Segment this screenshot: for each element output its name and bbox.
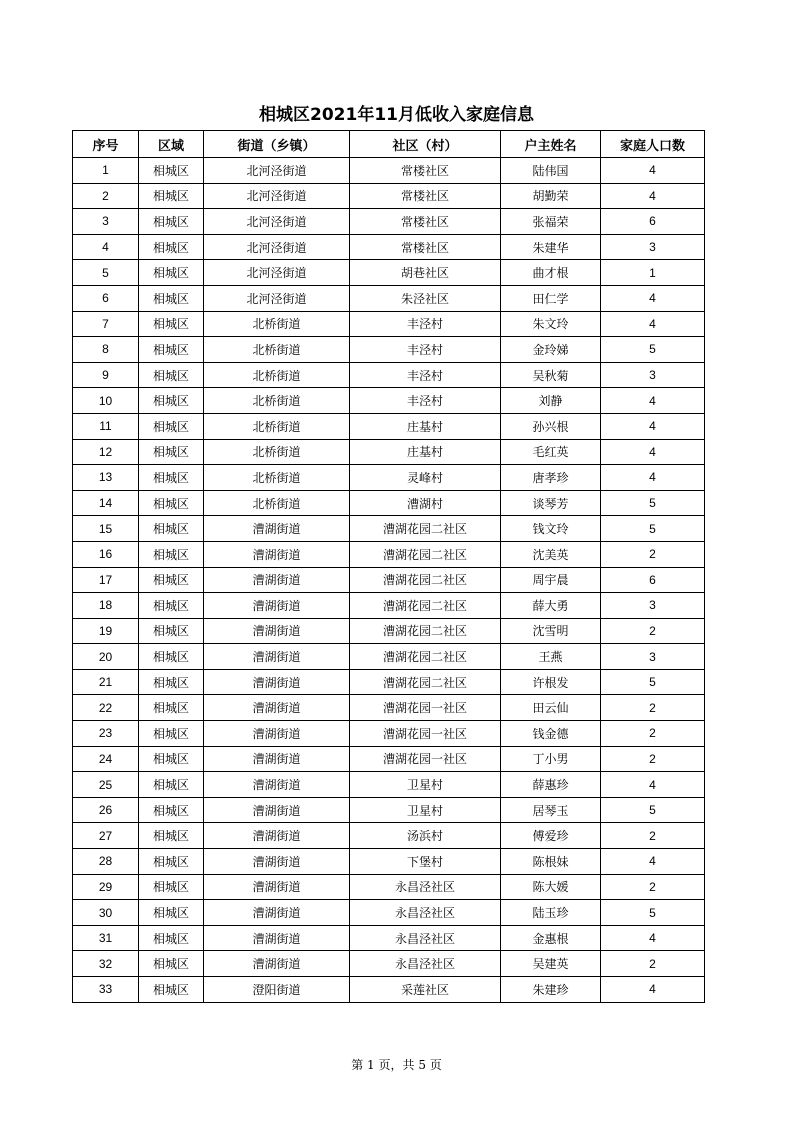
community-cell: 漕湖花园二社区 bbox=[350, 593, 501, 619]
householder-name-cell: 陆玉珍 bbox=[501, 900, 601, 926]
community-cell: 下堡村 bbox=[350, 849, 501, 875]
community-cell: 常楼社区 bbox=[350, 234, 501, 260]
householder-name-cell: 陈大媛 bbox=[501, 874, 601, 900]
table-row bbox=[73, 644, 705, 670]
table-row bbox=[73, 900, 705, 926]
street-cell: 北河泾街道 bbox=[204, 234, 350, 260]
community-cell: 丰泾村 bbox=[350, 362, 501, 388]
table-row bbox=[73, 849, 705, 875]
table-row bbox=[73, 362, 705, 388]
householder-name-cell: 陆伟国 bbox=[501, 158, 601, 184]
community-cell: 漕湖花园二社区 bbox=[350, 669, 501, 695]
serial-number-cell: 17 bbox=[73, 567, 139, 593]
family-size-cell: 2 bbox=[601, 746, 705, 772]
community-cell: 丰泾村 bbox=[350, 311, 501, 337]
street-cell: 漕湖街道 bbox=[204, 618, 350, 644]
householder-name-cell: 丁小男 bbox=[501, 746, 601, 772]
street-cell: 漕湖街道 bbox=[204, 797, 350, 823]
district-cell: 相城区 bbox=[139, 567, 204, 593]
community-cell: 常楼社区 bbox=[350, 158, 501, 184]
table-row bbox=[73, 823, 705, 849]
serial-number-cell: 10 bbox=[73, 388, 139, 414]
street-cell: 北桥街道 bbox=[204, 465, 350, 491]
table-row bbox=[73, 516, 705, 542]
family-size-cell: 6 bbox=[601, 209, 705, 235]
serial-number-cell: 21 bbox=[73, 669, 139, 695]
table-row bbox=[73, 567, 705, 593]
district-cell: 相城区 bbox=[139, 772, 204, 798]
serial-number-cell: 20 bbox=[73, 644, 139, 670]
family-size-cell: 4 bbox=[601, 849, 705, 875]
district-cell: 相城区 bbox=[139, 311, 204, 337]
community-cell: 漕湖村 bbox=[350, 490, 501, 516]
householder-name-cell: 沈美英 bbox=[501, 541, 601, 567]
district-cell: 相城区 bbox=[139, 209, 204, 235]
community-cell: 丰泾村 bbox=[350, 337, 501, 363]
table-row bbox=[73, 593, 705, 619]
family-size-cell: 5 bbox=[601, 900, 705, 926]
householder-name-cell: 金玲娣 bbox=[501, 337, 601, 363]
community-cell: 漕湖花园一社区 bbox=[350, 695, 501, 721]
page-number-footer: 第 1 页，共 5 页 bbox=[351, 1058, 442, 1072]
serial-number-cell: 22 bbox=[73, 695, 139, 721]
community-cell: 漕湖花园一社区 bbox=[350, 746, 501, 772]
householder-name-cell: 周宇晨 bbox=[501, 567, 601, 593]
district-cell: 相城区 bbox=[139, 977, 204, 1003]
family-size-cell: 5 bbox=[601, 337, 705, 363]
district-cell: 相城区 bbox=[139, 618, 204, 644]
family-size-cell: 4 bbox=[601, 183, 705, 209]
householder-name-cell: 胡勤荣 bbox=[501, 183, 601, 209]
family-size-cell: 3 bbox=[601, 644, 705, 670]
district-cell: 相城区 bbox=[139, 362, 204, 388]
street-cell: 漕湖街道 bbox=[204, 516, 350, 542]
family-size-cell: 4 bbox=[601, 413, 705, 439]
householder-name-cell: 沈雪明 bbox=[501, 618, 601, 644]
householder-name-cell: 唐孝珍 bbox=[501, 465, 601, 491]
street-cell: 漕湖街道 bbox=[204, 925, 350, 951]
family-size-cell: 5 bbox=[601, 797, 705, 823]
header-district: 区域 bbox=[139, 131, 204, 158]
householder-name-cell: 钱金德 bbox=[501, 721, 601, 747]
low-income-family-table bbox=[72, 130, 705, 1003]
table-row bbox=[73, 618, 705, 644]
serial-number-cell: 2 bbox=[73, 183, 139, 209]
serial-number-cell: 24 bbox=[73, 746, 139, 772]
district-cell: 相城区 bbox=[139, 644, 204, 670]
community-cell: 漕湖花园二社区 bbox=[350, 567, 501, 593]
street-cell: 北河泾街道 bbox=[204, 285, 350, 311]
street-cell: 北桥街道 bbox=[204, 490, 350, 516]
householder-name-cell: 许根发 bbox=[501, 669, 601, 695]
family-size-cell: 4 bbox=[601, 311, 705, 337]
family-size-cell: 2 bbox=[601, 721, 705, 747]
family-size-cell: 1 bbox=[601, 260, 705, 286]
district-cell: 相城区 bbox=[139, 593, 204, 619]
district-cell: 相城区 bbox=[139, 669, 204, 695]
family-size-cell: 4 bbox=[601, 465, 705, 491]
street-cell: 漕湖街道 bbox=[204, 772, 350, 798]
family-size-cell: 5 bbox=[601, 669, 705, 695]
householder-name-cell: 金惠根 bbox=[501, 925, 601, 951]
community-cell: 漕湖花园一社区 bbox=[350, 721, 501, 747]
district-cell: 相城区 bbox=[139, 234, 204, 260]
family-size-cell: 4 bbox=[601, 925, 705, 951]
table-row bbox=[73, 772, 705, 798]
householder-name-cell: 薛大勇 bbox=[501, 593, 601, 619]
district-cell: 相城区 bbox=[139, 746, 204, 772]
community-cell: 胡巷社区 bbox=[350, 260, 501, 286]
community-cell: 永昌泾社区 bbox=[350, 925, 501, 951]
street-cell: 北河泾街道 bbox=[204, 209, 350, 235]
householder-name-cell: 傅爱珍 bbox=[501, 823, 601, 849]
serial-number-cell: 1 bbox=[73, 158, 139, 184]
header-family-size: 家庭人口数 bbox=[601, 131, 705, 158]
street-cell: 北桥街道 bbox=[204, 388, 350, 414]
table-row bbox=[73, 439, 705, 465]
street-cell: 北桥街道 bbox=[204, 413, 350, 439]
header-community-village: 社区（村） bbox=[350, 131, 501, 158]
community-cell: 卫星村 bbox=[350, 797, 501, 823]
district-cell: 相城区 bbox=[139, 797, 204, 823]
community-cell: 丰泾村 bbox=[350, 388, 501, 414]
family-size-cell: 4 bbox=[601, 772, 705, 798]
district-cell: 相城区 bbox=[139, 516, 204, 542]
householder-name-cell: 田仁学 bbox=[501, 285, 601, 311]
community-cell: 常楼社区 bbox=[350, 209, 501, 235]
street-cell: 漕湖街道 bbox=[204, 541, 350, 567]
serial-number-cell: 5 bbox=[73, 260, 139, 286]
street-cell: 澄阳街道 bbox=[204, 977, 350, 1003]
street-cell: 漕湖街道 bbox=[204, 644, 350, 670]
community-cell: 永昌泾社区 bbox=[350, 874, 501, 900]
street-cell: 北河泾街道 bbox=[204, 158, 350, 184]
street-cell: 北桥街道 bbox=[204, 362, 350, 388]
family-size-cell: 5 bbox=[601, 490, 705, 516]
community-cell: 漕湖花园二社区 bbox=[350, 516, 501, 542]
householder-name-cell: 谈琴芳 bbox=[501, 490, 601, 516]
district-cell: 相城区 bbox=[139, 285, 204, 311]
serial-number-cell: 13 bbox=[73, 465, 139, 491]
community-cell: 常楼社区 bbox=[350, 183, 501, 209]
table-row bbox=[73, 183, 705, 209]
community-cell: 卫星村 bbox=[350, 772, 501, 798]
serial-number-cell: 7 bbox=[73, 311, 139, 337]
table-row bbox=[73, 260, 705, 286]
serial-number-cell: 8 bbox=[73, 337, 139, 363]
street-cell: 北桥街道 bbox=[204, 337, 350, 363]
householder-name-cell: 朱建珍 bbox=[501, 977, 601, 1003]
header-serial-number: 序号 bbox=[73, 131, 139, 158]
serial-number-cell: 29 bbox=[73, 874, 139, 900]
community-cell: 庄基村 bbox=[350, 413, 501, 439]
table-row bbox=[73, 874, 705, 900]
district-cell: 相城区 bbox=[139, 695, 204, 721]
community-cell: 漕湖花园二社区 bbox=[350, 618, 501, 644]
street-cell: 漕湖街道 bbox=[204, 593, 350, 619]
householder-name-cell: 王燕 bbox=[501, 644, 601, 670]
community-cell: 永昌泾社区 bbox=[350, 951, 501, 977]
table-row bbox=[73, 490, 705, 516]
table-row bbox=[73, 977, 705, 1003]
table-row bbox=[73, 797, 705, 823]
community-cell: 灵峰村 bbox=[350, 465, 501, 491]
community-cell: 漕湖花园二社区 bbox=[350, 541, 501, 567]
householder-name-cell: 吴秋菊 bbox=[501, 362, 601, 388]
community-cell: 朱泾社区 bbox=[350, 285, 501, 311]
header-street-town: 街道（乡镇） bbox=[204, 131, 350, 158]
family-size-cell: 2 bbox=[601, 695, 705, 721]
street-cell: 北桥街道 bbox=[204, 439, 350, 465]
street-cell: 漕湖街道 bbox=[204, 721, 350, 747]
serial-number-cell: 27 bbox=[73, 823, 139, 849]
table-row bbox=[73, 388, 705, 414]
serial-number-cell: 14 bbox=[73, 490, 139, 516]
header-householder-name: 户主姓名 bbox=[501, 131, 601, 158]
district-cell: 相城区 bbox=[139, 337, 204, 363]
householder-name-cell: 吴建英 bbox=[501, 951, 601, 977]
street-cell: 漕湖街道 bbox=[204, 900, 350, 926]
district-cell: 相城区 bbox=[139, 925, 204, 951]
householder-name-cell: 张福荣 bbox=[501, 209, 601, 235]
table-row bbox=[73, 746, 705, 772]
householder-name-cell: 田云仙 bbox=[501, 695, 601, 721]
family-size-cell: 4 bbox=[601, 158, 705, 184]
family-size-cell: 2 bbox=[601, 823, 705, 849]
serial-number-cell: 3 bbox=[73, 209, 139, 235]
district-cell: 相城区 bbox=[139, 413, 204, 439]
family-size-cell: 3 bbox=[601, 362, 705, 388]
table-body bbox=[73, 158, 705, 1003]
serial-number-cell: 19 bbox=[73, 618, 139, 644]
serial-number-cell: 23 bbox=[73, 721, 139, 747]
page-title: 相城区2021年11月低收入家庭信息 bbox=[259, 105, 534, 125]
family-size-cell: 2 bbox=[601, 618, 705, 644]
table-row bbox=[73, 234, 705, 260]
family-size-cell: 4 bbox=[601, 285, 705, 311]
district-cell: 相城区 bbox=[139, 465, 204, 491]
community-cell: 采莲社区 bbox=[350, 977, 501, 1003]
family-size-cell: 3 bbox=[601, 593, 705, 619]
serial-number-cell: 31 bbox=[73, 925, 139, 951]
table-row bbox=[73, 413, 705, 439]
district-cell: 相城区 bbox=[139, 900, 204, 926]
street-cell: 北河泾街道 bbox=[204, 260, 350, 286]
table-row bbox=[73, 337, 705, 363]
serial-number-cell: 6 bbox=[73, 285, 139, 311]
table-row bbox=[73, 158, 705, 184]
householder-name-cell: 陈根妹 bbox=[501, 849, 601, 875]
table-row bbox=[73, 311, 705, 337]
family-size-cell: 4 bbox=[601, 977, 705, 1003]
serial-number-cell: 16 bbox=[73, 541, 139, 567]
family-size-cell: 5 bbox=[601, 516, 705, 542]
family-size-cell: 2 bbox=[601, 874, 705, 900]
community-cell: 永昌泾社区 bbox=[350, 900, 501, 926]
district-cell: 相城区 bbox=[139, 951, 204, 977]
family-size-cell: 3 bbox=[601, 234, 705, 260]
serial-number-cell: 15 bbox=[73, 516, 139, 542]
table-row bbox=[73, 465, 705, 491]
householder-name-cell: 居琴玉 bbox=[501, 797, 601, 823]
street-cell: 漕湖街道 bbox=[204, 567, 350, 593]
householder-name-cell: 孙兴根 bbox=[501, 413, 601, 439]
householder-name-cell: 毛红英 bbox=[501, 439, 601, 465]
district-cell: 相城区 bbox=[139, 541, 204, 567]
serial-number-cell: 25 bbox=[73, 772, 139, 798]
householder-name-cell: 钱文玲 bbox=[501, 516, 601, 542]
householder-name-cell: 刘静 bbox=[501, 388, 601, 414]
district-cell: 相城区 bbox=[139, 183, 204, 209]
street-cell: 北桥街道 bbox=[204, 311, 350, 337]
family-size-cell: 4 bbox=[601, 388, 705, 414]
table-row bbox=[73, 951, 705, 977]
householder-name-cell: 朱文玲 bbox=[501, 311, 601, 337]
street-cell: 漕湖街道 bbox=[204, 669, 350, 695]
serial-number-cell: 28 bbox=[73, 849, 139, 875]
family-size-cell: 2 bbox=[601, 951, 705, 977]
street-cell: 漕湖街道 bbox=[204, 695, 350, 721]
table-header-row bbox=[73, 131, 705, 158]
serial-number-cell: 32 bbox=[73, 951, 139, 977]
community-cell: 漕湖花园二社区 bbox=[350, 644, 501, 670]
householder-name-cell: 曲才根 bbox=[501, 260, 601, 286]
serial-number-cell: 9 bbox=[73, 362, 139, 388]
table-row bbox=[73, 721, 705, 747]
community-cell: 庄基村 bbox=[350, 439, 501, 465]
serial-number-cell: 33 bbox=[73, 977, 139, 1003]
district-cell: 相城区 bbox=[139, 439, 204, 465]
table-row bbox=[73, 209, 705, 235]
serial-number-cell: 12 bbox=[73, 439, 139, 465]
district-cell: 相城区 bbox=[139, 874, 204, 900]
community-cell: 汤浜村 bbox=[350, 823, 501, 849]
serial-number-cell: 4 bbox=[73, 234, 139, 260]
district-cell: 相城区 bbox=[139, 260, 204, 286]
street-cell: 漕湖街道 bbox=[204, 874, 350, 900]
street-cell: 漕湖街道 bbox=[204, 951, 350, 977]
district-cell: 相城区 bbox=[139, 388, 204, 414]
district-cell: 相城区 bbox=[139, 849, 204, 875]
serial-number-cell: 11 bbox=[73, 413, 139, 439]
serial-number-cell: 30 bbox=[73, 900, 139, 926]
street-cell: 漕湖街道 bbox=[204, 849, 350, 875]
district-cell: 相城区 bbox=[139, 721, 204, 747]
district-cell: 相城区 bbox=[139, 490, 204, 516]
serial-number-cell: 18 bbox=[73, 593, 139, 619]
table-row bbox=[73, 669, 705, 695]
family-size-cell: 6 bbox=[601, 567, 705, 593]
district-cell: 相城区 bbox=[139, 823, 204, 849]
householder-name-cell: 薛惠珍 bbox=[501, 772, 601, 798]
family-size-cell: 2 bbox=[601, 541, 705, 567]
street-cell: 北河泾街道 bbox=[204, 183, 350, 209]
table-row bbox=[73, 695, 705, 721]
street-cell: 漕湖街道 bbox=[204, 823, 350, 849]
table-row bbox=[73, 541, 705, 567]
district-cell: 相城区 bbox=[139, 158, 204, 184]
table-row bbox=[73, 285, 705, 311]
householder-name-cell: 朱建华 bbox=[501, 234, 601, 260]
serial-number-cell: 26 bbox=[73, 797, 139, 823]
street-cell: 漕湖街道 bbox=[204, 746, 350, 772]
family-size-cell: 4 bbox=[601, 439, 705, 465]
table-row bbox=[73, 925, 705, 951]
